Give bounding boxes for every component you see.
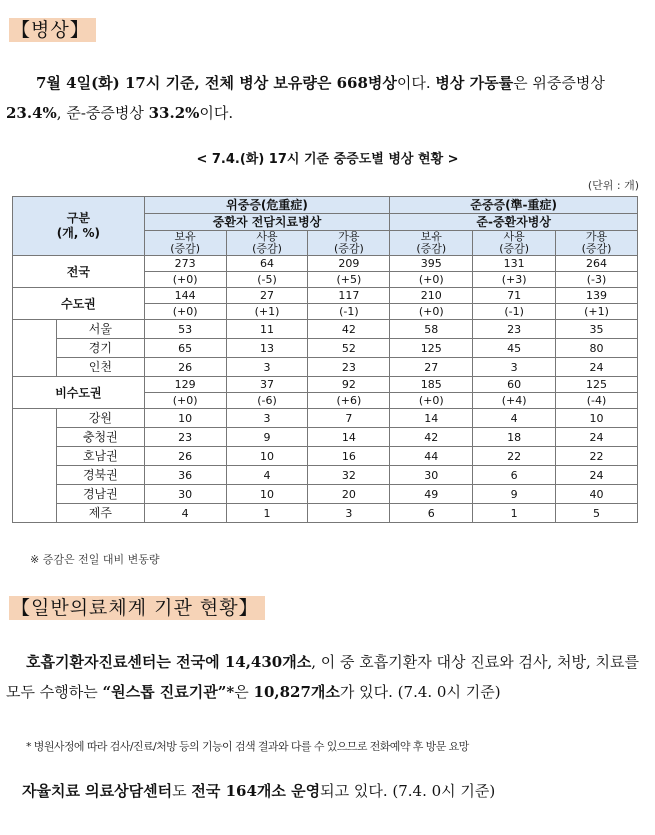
footnote: * 병원사정에 따라 검사/진료/처방 등의 기능이 검색 결과와 다를 수 있으므로 전화예약 후 방문 요망 [26,740,469,753]
text-run: 이다. [199,104,234,122]
cell-value: 23 [308,358,390,377]
cell-value: 27 [226,288,308,304]
cell-delta: (+4) [473,393,556,409]
group-header-critical: 위중증(危重症) [144,197,390,214]
table-unit: (단위 : 개) [587,179,639,192]
table-note: ※ 증감은 전일 대비 변동량 [30,553,160,566]
row-label: 호남권 [56,447,144,466]
cell-value: 52 [308,339,390,358]
cell-delta: (+0) [390,393,473,409]
cell-value: 14 [390,409,473,428]
cell-delta: (-3) [556,272,638,288]
cell-value: 129 [144,377,226,393]
indent-cell [13,320,57,377]
cell-delta: (+3) [473,272,556,288]
cell-value: 209 [308,256,390,272]
cell-value: 60 [473,377,556,393]
group-header-semicritical: 준중증(準-重症) [390,197,638,214]
cell-value: 35 [556,320,638,339]
table-row [13,409,638,428]
cell-delta: (+6) [308,393,390,409]
cell-value: 5 [556,504,638,523]
text-run: 자율치료 의료상담센터 [22,782,173,800]
cell-value: 49 [390,485,473,504]
row-label: 수도권 [13,288,145,320]
cell-delta: (-6) [226,393,308,409]
cell-value: 273 [144,256,226,272]
table-row [13,358,638,377]
cell-value: 24 [556,358,638,377]
cell-value: 23 [473,320,556,339]
table-row [13,377,638,393]
column-header: 사용 (증감) [473,231,556,256]
cell-delta: (-5) [226,272,308,288]
cell-value: 7 [308,409,390,428]
text-run: 23.4% [6,104,57,122]
text-run: 은 [234,683,254,701]
cell-value: 22 [473,447,556,466]
cell-value: 6 [390,504,473,523]
subgroup-header-semicritical: 준-중환자병상 [390,214,638,231]
row-label: 경북권 [56,466,144,485]
text-run: , 준-중증병상 [56,104,149,122]
text-run: “원스톱 진료기관”* [102,683,235,701]
cell-value: 64 [226,256,308,272]
cell-value: 131 [473,256,556,272]
cell-delta: (+0) [144,393,226,409]
cell-value: 144 [144,288,226,304]
text-run: 도 [172,782,192,800]
cell-value: 18 [473,428,556,447]
beds-summary-paragraph [6,68,649,128]
column-header: 사용 (증감) [226,231,308,256]
cell-delta: (-4) [556,393,638,409]
table-row [13,504,638,523]
cell-value: 117 [308,288,390,304]
cell-value: 37 [226,377,308,393]
cell-value: 139 [556,288,638,304]
text-run: 33.2% [148,104,200,122]
column-header: 보유 (증감) [144,231,226,256]
text-run: 전체 병상 보유량은 668병상 [205,74,397,92]
table-title: < 7.4.(화) 17시 기준 중증도별 병상 현황 > [196,152,459,167]
cell-value: 210 [390,288,473,304]
bed-status-table [12,196,638,523]
cell-value: 40 [556,485,638,504]
cell-value: 30 [390,466,473,485]
section-heading-beds: 【병상】 [9,18,96,42]
cell-value: 6 [473,466,556,485]
column-header: 가용 (증감) [556,231,638,256]
counseling-center-paragraph [22,776,649,806]
row-label: 서울 [56,320,144,339]
cell-value: 264 [556,256,638,272]
cell-delta: (+0) [390,304,473,320]
cell-value: 10 [226,485,308,504]
cell-value: 24 [556,466,638,485]
cell-value: 3 [226,358,308,377]
cell-value: 45 [473,339,556,358]
cell-value: 26 [144,447,226,466]
table-row [13,320,638,339]
cell-value: 44 [390,447,473,466]
corner-header: 구분 (개, %) [13,197,145,256]
text-run: 전국 164개소 운영 [191,782,321,800]
text-run: 가 있다. (7.4. 0시 기준) [339,683,501,701]
table-row [13,288,638,304]
row-label: 경기 [56,339,144,358]
cell-delta: (+0) [144,272,226,288]
cell-value: 3 [473,358,556,377]
cell-delta: (-1) [473,304,556,320]
subgroup-header-critical: 중환자 전담치료병상 [144,214,390,231]
cell-value: 36 [144,466,226,485]
row-label: 비수도권 [13,377,145,409]
text-run: , 이 중 호흡기환자 대상 진료와 검사, 처방, 치료를 모두 수행하는 [6,653,639,701]
cell-value: 14 [308,428,390,447]
cell-value: 3 [226,409,308,428]
cell-delta: (+0) [144,304,226,320]
cell-value: 4 [226,466,308,485]
text-run: 호흡기환자진료센터는 [26,653,177,671]
text-run: 병상 가동률 [435,74,514,92]
cell-value: 10 [226,447,308,466]
cell-value: 24 [556,428,638,447]
row-label: 제주 [56,504,144,523]
cell-value: 42 [308,320,390,339]
row-label: 인천 [56,358,144,377]
cell-delta: (+1) [556,304,638,320]
indent-cell [13,409,57,523]
cell-value: 13 [226,339,308,358]
cell-value: 20 [308,485,390,504]
respiratory-center-paragraph [6,647,649,707]
cell-value: 3 [308,504,390,523]
cell-value: 42 [390,428,473,447]
table-row [13,428,638,447]
cell-value: 27 [390,358,473,377]
cell-value: 4 [144,504,226,523]
text-run: 되고 있다. (7.4. 0시 기준) [320,782,496,800]
cell-value: 65 [144,339,226,358]
cell-value: 53 [144,320,226,339]
row-label: 전국 [13,256,145,288]
column-header: 가용 (증감) [308,231,390,256]
cell-delta: (+5) [308,272,390,288]
cell-value: 11 [226,320,308,339]
cell-value: 71 [473,288,556,304]
cell-delta: (+0) [390,272,473,288]
cell-value: 1 [226,504,308,523]
text-run: 이다. [396,74,436,92]
table-row [13,447,638,466]
cell-value: 395 [390,256,473,272]
cell-value: 32 [308,466,390,485]
cell-value: 4 [473,409,556,428]
row-label: 충청권 [56,428,144,447]
table-row [13,256,638,272]
cell-value: 10 [556,409,638,428]
cell-value: 92 [308,377,390,393]
cell-value: 58 [390,320,473,339]
cell-value: 10 [144,409,226,428]
text-run: 10,827개소 [253,683,340,701]
cell-value: 22 [556,447,638,466]
cell-value: 16 [308,447,390,466]
cell-value: 9 [226,428,308,447]
cell-delta: (-1) [308,304,390,320]
text-run: 전국에 14,430개소 [176,653,312,671]
text-run: 7월 4일(화) 17시 기준, [36,74,205,92]
table-row [13,485,638,504]
text-run: 은 위중증병상 [513,74,605,92]
cell-value: 80 [556,339,638,358]
column-header: 보유 (증감) [390,231,473,256]
cell-value: 9 [473,485,556,504]
table-row [13,339,638,358]
cell-value: 185 [390,377,473,393]
section-heading-medical: 【일반의료체계 기관 현황】 [9,596,265,620]
cell-value: 125 [390,339,473,358]
cell-value: 23 [144,428,226,447]
cell-delta: (+1) [226,304,308,320]
cell-value: 1 [473,504,556,523]
cell-value: 26 [144,358,226,377]
row-label: 경남권 [56,485,144,504]
cell-value: 30 [144,485,226,504]
table-row [13,466,638,485]
row-label: 강원 [56,409,144,428]
cell-value: 125 [556,377,638,393]
